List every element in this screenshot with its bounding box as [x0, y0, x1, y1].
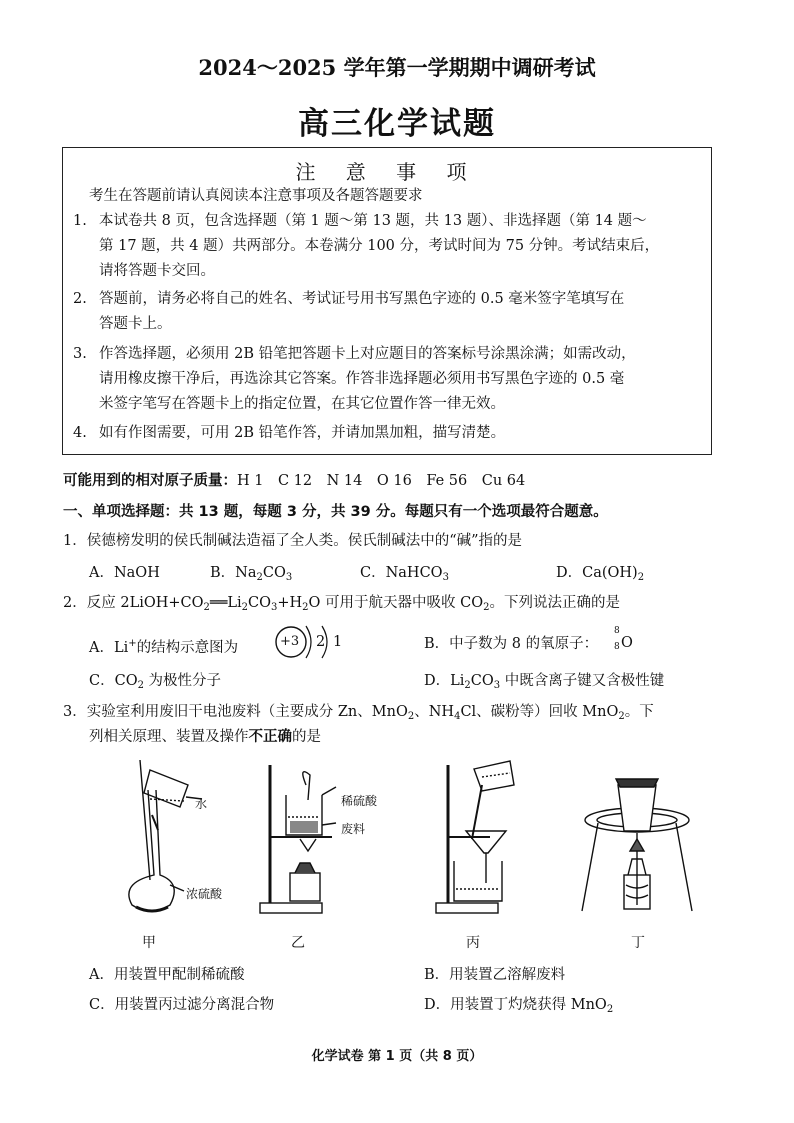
- label-concentrated-acid: 浓硫酸: [186, 887, 223, 901]
- notice-item-1-line: 第 17 题，共 4 题）共两部分。本卷满分 100 分，考试时间为 75 分钟。考试结束后，: [99, 238, 660, 254]
- notice-item-1-line: 本试卷共 8 页，包含选择题（第 1 题～第 13 题，共 13 题）、非选择题（第 14 题～: [99, 213, 647, 229]
- label-waste: 废料: [341, 822, 366, 836]
- question-2-stem: 2．反应 $2LiOH+CO_2══Li_2CO_3+H_2O$ 可用于航天器中吸收 $CO_2$。下列说法正确的是: [63, 595, 620, 613]
- label-dilute-acid: 稀硫酸: [341, 794, 378, 808]
- notice-item-2-line: 答题卡上。: [99, 316, 172, 332]
- notice-item-number: 2.: [73, 291, 87, 307]
- q2-option-a: A．Li+的结构示意图为: [89, 638, 239, 656]
- notice-item-number: 3.: [73, 346, 87, 362]
- question-text: 侯德榜发明的侯氏制碱法造福了全人类。侯氏制碱法中的“碱”指的是: [86, 533, 523, 549]
- oxygen-isotope-symbol: 8 8 O: [614, 626, 633, 652]
- notice-item-3-line: 米签字笔写在答题卡上的指定位置，在其它位置作答一律无效。: [99, 396, 505, 412]
- notice-intro: 考生在答题前请认真阅读本注意事项及各题答题要求: [89, 188, 423, 204]
- atomic-masses-values: H 1 C 12 N 14 O 16 Fe 56 Cu 64: [237, 473, 526, 489]
- notice-item-number: 4.: [73, 425, 87, 441]
- notice-item-number: 1.: [73, 213, 87, 229]
- label-water: 水: [195, 797, 208, 811]
- q2-option-b: B．中子数为 8 的氧原子：: [424, 636, 599, 652]
- q2-option-c: C．$CO_2$ 为极性分子: [89, 673, 222, 691]
- question-3-stem: 3．实验室利用废旧干电池废料（主要成分 Zn、MnO$_2$、$NH_4Cl$、碳粉等）回收 MnO$_2$。下: [63, 704, 654, 722]
- shell-1-count: 2: [316, 634, 326, 650]
- li-ion-structure-diagram: [272, 620, 352, 666]
- emphasis-not-correct: 不正确: [248, 729, 292, 745]
- notice-heading: 注 意 事 项: [295, 160, 479, 184]
- apparatus-bing: [436, 761, 514, 913]
- question-3-stem-line2: 列相关原理、装置及操作不正确的是: [89, 729, 321, 745]
- section-heading: 一、单项选择题：共 13 题，每题 3 分，共 39 分。每题只有一个选项最符合题意。: [63, 504, 608, 520]
- notice-item-4-line: 如有作图需要，可用 2B 铅笔作答，并请加黑加粗，描写清楚。: [99, 425, 506, 441]
- figure-label-jia: 甲: [142, 935, 156, 951]
- q2-option-d: D．$Li_2CO_3$ 中既含离子键又含极性键: [424, 673, 665, 691]
- q3-option-a: A．用装置甲配制稀硫酸: [89, 967, 245, 983]
- notice-item-3-line: 请用橡皮擦干净后，再选涂其它答案。作答非选择题必须用书写黑色字迹的 0.5 毫: [99, 371, 625, 387]
- apparatus-yi: [260, 765, 336, 913]
- q1-option-b: B．$Na_2CO_3$: [210, 565, 293, 583]
- paper-title: 高三化学试题: [298, 106, 496, 142]
- page-footer: 化学试卷 第 1 页（共 8 页）: [311, 1049, 483, 1064]
- notice-box: [62, 147, 712, 455]
- figure-label-bing: 丙: [466, 935, 480, 951]
- atomic-masses-label: 可能用到的相对原子质量：: [63, 473, 237, 489]
- exam-title: 2024～2025 学年第一学期期中调研考试: [198, 55, 596, 80]
- q3-option-b: B．用装置乙溶解废料: [424, 967, 566, 983]
- apparatus-ding: [582, 779, 692, 911]
- notice-item-1-line: 请将答题卡交回。: [99, 263, 215, 279]
- notice-item-2-line: 答题前，请务必将自己的姓名、考试证号用书写黑色字迹的 0.5 毫米签字笔填写在: [99, 291, 625, 307]
- q1-option-c: C．NaHCO$_3$: [360, 565, 449, 583]
- q3-option-d: D．用装置丁灼烧获得 MnO$_2$: [424, 997, 614, 1015]
- q3-option-c: C．用装置丙过滤分离混合物: [89, 997, 275, 1013]
- question-1-stem: [63, 530, 522, 552]
- notice-item-3-line: 作答选择题，必须用 2B 铅笔把答题卡上对应题目的答案标号涂黑涂满；如需改动，: [99, 346, 636, 362]
- q1-option-d: D．$Ca(OH)_2$: [556, 565, 645, 583]
- question-number: 1．: [63, 533, 87, 549]
- figure-label-ding: 丁: [631, 935, 645, 951]
- atomic-masses: [63, 470, 525, 492]
- shell-2-count: 1: [333, 634, 343, 650]
- figure-label-yi: 乙: [291, 935, 305, 951]
- q1-option-a: A．NaOH: [89, 565, 160, 581]
- nucleus-charge: +3: [280, 634, 300, 649]
